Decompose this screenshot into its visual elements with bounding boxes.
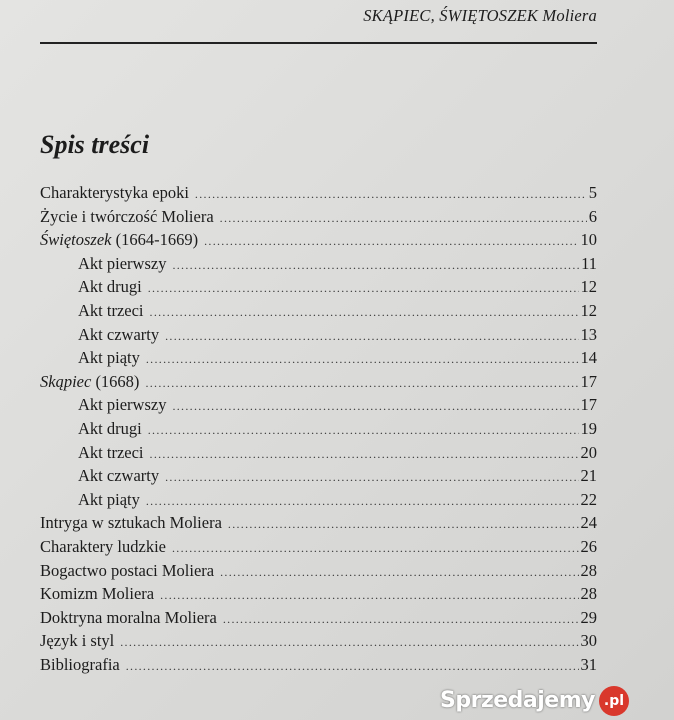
dot-leader [223,608,579,632]
dot-leader [228,513,579,537]
toc-entry-title [40,511,228,535]
dot-leader [172,537,579,561]
toc-page-number: 21 [580,466,597,486]
toc-page-number: 17 [580,371,597,391]
toc-page-number: 28 [580,584,597,604]
toc-entry-text: (1668) [91,371,140,391]
toc-page-number: 28 [580,560,597,580]
toc-entry [40,535,597,559]
toc-page-number: 17 [580,395,597,415]
toc-entry [40,346,597,370]
toc-entry-title [78,346,146,370]
dot-leader [204,230,578,254]
dot-leader [150,443,579,467]
toc-entry-text: Akt drugi [78,277,142,297]
toc-entry [40,205,597,229]
toc-page-number: 14 [580,348,597,368]
dot-leader [126,655,579,679]
toc-entry-text: Charaktery ludzkie [40,536,166,556]
toc-entry-title [40,228,204,252]
toc-entry-text: Akt czwarty [78,324,160,344]
toc-entry [40,629,597,653]
toc-entry [40,275,597,299]
toc-entry-title [40,653,126,677]
toc-page-number: 6 [588,206,597,226]
toc-entry-title [78,488,146,512]
toc-entry [40,323,597,347]
dot-leader [172,395,578,419]
toc-entry [40,511,597,535]
toc-entry-text: (1664-1669) [111,230,199,250]
dot-leader [150,301,579,325]
toc-page-number: 5 [588,183,597,202]
toc-entry-text: Komizm Moliera [40,584,155,604]
toc-entry-text: Bibliografia [40,654,120,674]
toc-entry-text: Życie i twórczość Moliera [40,206,214,226]
toc-page-number: 24 [580,513,597,533]
toc-entry [40,606,597,630]
dot-leader [165,325,578,349]
toc-entry-title [78,441,150,465]
toc-entry [40,488,597,512]
toc-page-number: 29 [580,607,597,627]
toc-entry-title [78,275,148,299]
toc-page-number: 11 [581,253,597,273]
dot-leader [146,348,579,372]
toc-entry [40,464,597,488]
toc-entry-title [78,393,172,417]
toc-entry-text: Akt trzeci [78,442,144,462]
dot-leader [220,207,587,231]
toc-entry [40,299,597,323]
header-rule [40,42,597,44]
dot-leader [160,584,578,608]
dot-leader [120,631,578,655]
toc-page-number: 13 [580,324,597,344]
toc-entry-text: Akt pierwszy [78,253,167,273]
toc-entry [40,252,597,276]
dot-leader [165,466,578,490]
toc-page-number: 26 [580,536,597,556]
toc-entry-title [40,370,145,394]
toc-entry-text: Język i styl [40,631,115,651]
toc-entry [40,582,597,606]
toc-entry-title [40,582,160,606]
toc-page-number: 12 [580,300,597,320]
toc-entry-title [40,205,220,229]
running-header: SKĄPIEC, ŚWIĘTOSZEK Moliera [363,6,597,25]
dot-leader [195,183,587,207]
dot-leader [148,277,579,301]
dot-leader [146,490,579,514]
toc-entry-title [78,464,165,488]
toc-page-number: 12 [580,277,597,297]
toc-entry-italic-title: Świętoszek [40,230,112,250]
toc-entry [40,393,597,417]
toc-entry-text: Doktryna moralna Moliera [40,607,217,627]
toc-page-number: 30 [580,631,597,651]
toc-entry-title [40,535,172,559]
toc-entry-title [78,252,172,276]
toc-entry-text: Akt drugi [78,418,142,438]
toc-entry-title [78,417,148,441]
toc-entry-title [78,299,150,323]
toc-entry-title [40,181,195,205]
toc-entry-title [40,629,120,653]
dot-leader [172,254,579,278]
toc-entry [40,559,597,583]
toc-entry [40,417,597,441]
watermark-text: Sprzedajemy [440,688,595,713]
toc-entry [40,181,597,205]
watermark-logo [440,686,629,716]
toc-entry-text: Bogactwo postaci Moliera [40,560,215,580]
toc-entry-italic-title: Skąpiec [40,371,92,391]
toc-entry-title [40,559,220,583]
toc-page-number: 20 [580,442,597,462]
toc-entry-text: Akt piąty [78,489,140,509]
toc-entry [40,653,597,677]
watermark-badge: .pl [599,686,629,716]
toc-entry-text: Akt czwarty [78,466,160,486]
dot-leader [145,372,578,396]
toc-entry-title [78,323,165,347]
page-title: Spis treści [40,130,150,159]
dot-leader [220,561,578,585]
toc-entry-text: Akt piąty [78,348,140,368]
toc-page-number: 10 [580,230,597,250]
toc-entry-text: Charakterystyka epoki [40,183,189,202]
toc-page-number: 22 [580,489,597,509]
toc-entry [40,228,597,252]
toc-entry [40,370,597,394]
table-of-contents [40,181,597,676]
dot-leader [148,419,579,443]
toc-entry-text: Akt pierwszy [78,395,167,415]
toc-page-number: 19 [580,418,597,438]
toc-entry-text: Akt trzeci [78,300,144,320]
toc-page-number: 31 [580,654,597,674]
toc-entry [40,441,597,465]
toc-entry-text: Intryga w sztukach Moliera [40,513,222,533]
toc-entry-title [40,606,223,630]
